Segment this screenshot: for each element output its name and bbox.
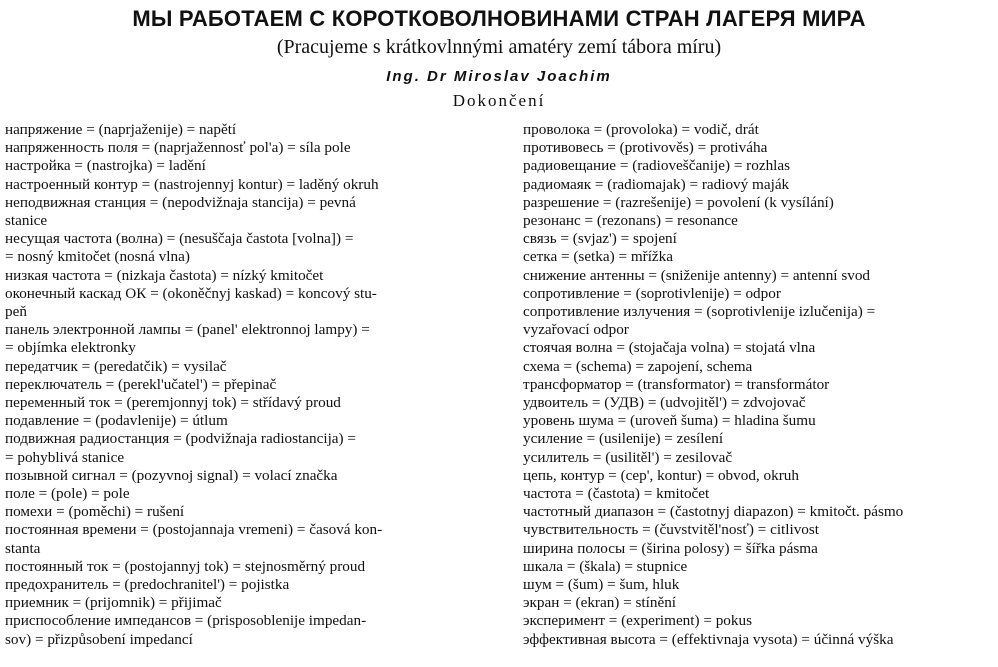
glossary-entry	[523, 139, 995, 157]
glossary-entry-text: поле = (pole) = pole	[5, 485, 130, 503]
glossary-entry	[523, 376, 995, 394]
glossary-entry	[523, 194, 995, 212]
glossary-entry	[5, 139, 501, 157]
glossary-entry-text: шум = (šum) = šum, hluk	[523, 576, 680, 594]
glossary-entry-text: настройка = (nastrojka) = ladění	[5, 157, 206, 175]
glossary-entry-continuation: stanta	[5, 539, 41, 557]
glossary-entry-text: усиление = (usilenije) = zesílení	[523, 430, 724, 448]
glossary-entry	[5, 594, 501, 612]
glossary-entry-text: сопротивление излучения = (soprotivlenije izlučenija) =	[523, 303, 876, 321]
glossary-entry	[523, 558, 995, 576]
glossary-entry-text: схема = (schema) = zapojení, schema	[523, 357, 753, 375]
glossary-entry-text: резонанс = (rezonans) = resonance	[523, 212, 738, 230]
glossary-entry-continuation: stanice	[5, 212, 48, 230]
glossary-entry-text: приспособление импедансов = (prisposoblenije impedan-	[5, 612, 367, 630]
glossary-entry-text: цепь, контур = (cep', kontur) = obvod, okruh	[523, 466, 799, 484]
glossary-entry	[5, 230, 501, 266]
glossary-entry-text: постоянная времени = (postojannaja vremeni) = časová kon-	[5, 521, 383, 539]
glossary-entry-text: постоянный ток = (postojannyj tok) = stejnosměrný proud	[5, 557, 366, 575]
glossary-entry	[523, 157, 995, 175]
glossary-entry	[5, 430, 501, 466]
glossary-entry	[523, 412, 995, 430]
glossary-entry-text: позывной сигнал = (pozyvnoj signal) = volací značka	[5, 466, 338, 484]
glossary-entry	[523, 521, 995, 539]
glossary-entry-text: панель электронной лампы = (panel' elektronnoj lampy) =	[5, 321, 370, 339]
glossary-entry	[523, 467, 995, 485]
glossary-entry-text: радиовещание = (radioveščanije) = rozhlas	[523, 157, 791, 175]
glossary-entry	[5, 194, 501, 230]
glossary-entry	[523, 594, 995, 612]
glossary-entry	[5, 285, 501, 321]
glossary-entry-text: переменный ток = (peremjonnyj tok) = střídavý proud	[5, 394, 341, 412]
glossary-entry	[523, 267, 995, 285]
glossary-entry-text: подвижная радиостанция = (podvižnaja radiostancija) =	[5, 430, 356, 448]
glossary-entry-text: ширина полосы = (širina polosy) = šířka pásma	[523, 539, 818, 557]
glossary-entry	[523, 176, 995, 194]
glossary-entry	[523, 358, 995, 376]
glossary-entry-text: разрешение = (razrešenije) = povolení (k vysílání)	[523, 193, 834, 211]
glossary-entry-text: неподвижная станция = (nepodvižnaja stancija) = pevná	[5, 193, 356, 211]
glossary-entry-text: уровень шума = (uroveň šuma) = hladina šumu	[523, 412, 816, 430]
glossary-entry-text: частота = (častota) = kmitočet	[523, 485, 710, 503]
glossary-entry	[523, 430, 995, 448]
glossary-entry-text: снижение антенны = (sniženije antenny) = antenní svod	[523, 266, 871, 284]
glossary-entry-text: радиомаяк = (radiomajak) = radiový maják	[523, 175, 790, 193]
article-author: Ing. Dr Miroslav Joachim	[386, 68, 612, 85]
glossary-entry-text: чувствительность = (čuvstvitěl'nosť) = citlivost	[523, 521, 820, 539]
glossary-entry-text: настроенный контур = (nastrojennyj kontur) = laděný okruh	[5, 175, 379, 193]
glossary-entry-text: несущая частота (волна) = (nesuščaja častota [volna]) =	[5, 230, 354, 248]
glossary-entry-text: переключатель = (perekl'učatel') = přepinač	[5, 375, 277, 393]
glossary-entry	[5, 176, 501, 194]
glossary-entry	[5, 376, 501, 394]
glossary-entry-text: предохранитель = (predochranitel') = pojistka	[5, 576, 290, 594]
glossary-entry	[523, 285, 995, 303]
glossary-entry	[523, 540, 995, 558]
glossary-entry-text: передатчик = (peredatčik) = vysilač	[5, 357, 227, 375]
glossary-column-right	[523, 121, 995, 649]
glossary-entry-continuation: peň	[5, 303, 27, 321]
glossary-entry	[5, 485, 501, 503]
glossary-entry-text: сетка = (setka) = mřížka	[523, 248, 673, 266]
glossary-entry	[5, 157, 501, 175]
glossary-entry	[5, 412, 501, 430]
glossary-entry	[523, 503, 995, 521]
glossary-column-left	[5, 121, 501, 649]
glossary-entry-text: связь = (svjaz') = spojení	[523, 230, 677, 248]
glossary-entry-continuation: = objímka elektronky	[5, 339, 136, 357]
article-title: МЫ РАБОТАЕМ С КОРОТКОВОЛНОВИНАМИ СТРАН ЛАГЕРЯ МИРА	[132, 6, 866, 31]
glossary-entry-continuation: = nosný kmitočet (nosná vlna)	[5, 248, 190, 266]
glossary-entry	[523, 612, 995, 630]
glossary-entry-text: эксперимент = (experiment) = pokus	[523, 612, 752, 630]
glossary-entry-text: низкая частота = (nizkaja častota) = nízký kmitočet	[5, 266, 324, 284]
glossary-entry	[5, 558, 501, 576]
glossary-entry-continuation: sov) = přizpůsobení impedancí	[5, 630, 193, 648]
glossary-entry	[5, 521, 501, 557]
glossary-entry	[523, 339, 995, 357]
glossary-entry-text: усилитель = (usilitěl') = zesilovač	[523, 448, 733, 466]
glossary-entry-continuation: vyzařovací odpor	[523, 321, 629, 339]
glossary-entry	[523, 631, 995, 649]
article-subtitle: (Pracujeme s krátkovlnnými amatéry zemí tábora míru)	[276, 36, 722, 58]
glossary-entry-text: сопротивление = (soprotivlenije) = odpor	[523, 284, 781, 302]
glossary-entry	[523, 576, 995, 594]
glossary-entry	[523, 212, 995, 230]
glossary-entry	[5, 394, 501, 412]
glossary-entry	[5, 467, 501, 485]
glossary-entry-text: напряженность поля = (naprjažennosť pol'a) = síla pole	[5, 139, 351, 157]
glossary-entry	[523, 394, 995, 412]
glossary-entry-text: приемник = (prijomnik) = přijimač	[5, 594, 222, 612]
glossary-entry-text: удвоитель = (УДВ) = (udvojitěl') = zdvojovač	[523, 394, 806, 412]
continuation-label: Dokončení	[452, 91, 546, 110]
glossary-entry	[523, 485, 995, 503]
glossary-entry-text: эффективная высота = (effektivnaja vysota) = účinná výška	[523, 630, 894, 648]
glossary-entry-text: шкала = (škala) = stupnice	[523, 557, 688, 575]
glossary-entry	[5, 576, 501, 594]
glossary-entry	[523, 449, 995, 467]
glossary-entry-text: проволока = (provoloka) = vodič, drát	[523, 121, 759, 138]
glossary-entry	[5, 612, 501, 648]
glossary-entry	[5, 503, 501, 521]
glossary-entry	[523, 248, 995, 266]
glossary-entry-continuation: = pohyblivá stanice	[5, 448, 125, 466]
glossary-entry-text: оконечный каскад ОК = (okoněčnyj kaskad) = koncový stu-	[5, 284, 377, 302]
glossary-entry	[5, 267, 501, 285]
glossary-entry-text: противовесь = (protivověs) = protiváha	[523, 139, 768, 157]
glossary-entry	[523, 303, 995, 339]
glossary-entry	[5, 121, 501, 139]
glossary-entry-text: напряжение = (naprjaženije) = napětí	[5, 121, 237, 138]
glossary-entry-text: подавление = (podavlenije) = útlum	[5, 412, 228, 430]
glossary-entry-text: экран = (ekran) = stínění	[523, 594, 677, 612]
glossary-entry-text: частотный диапазон = (častotnyj diapazon) = kmitočt. pásmo	[523, 503, 904, 521]
glossary-entry	[5, 358, 501, 376]
glossary-entry	[523, 121, 995, 139]
glossary-entry-text: трансформатор = (transformator) = transformátor	[523, 375, 830, 393]
glossary-entry	[5, 321, 501, 357]
glossary-entry-text: помехи = (poměchi) = rušení	[5, 503, 185, 521]
glossary-entry-text: стоячая волна = (stojačaja volna) = stojatá vlna	[523, 339, 816, 357]
glossary-entry	[523, 230, 995, 248]
